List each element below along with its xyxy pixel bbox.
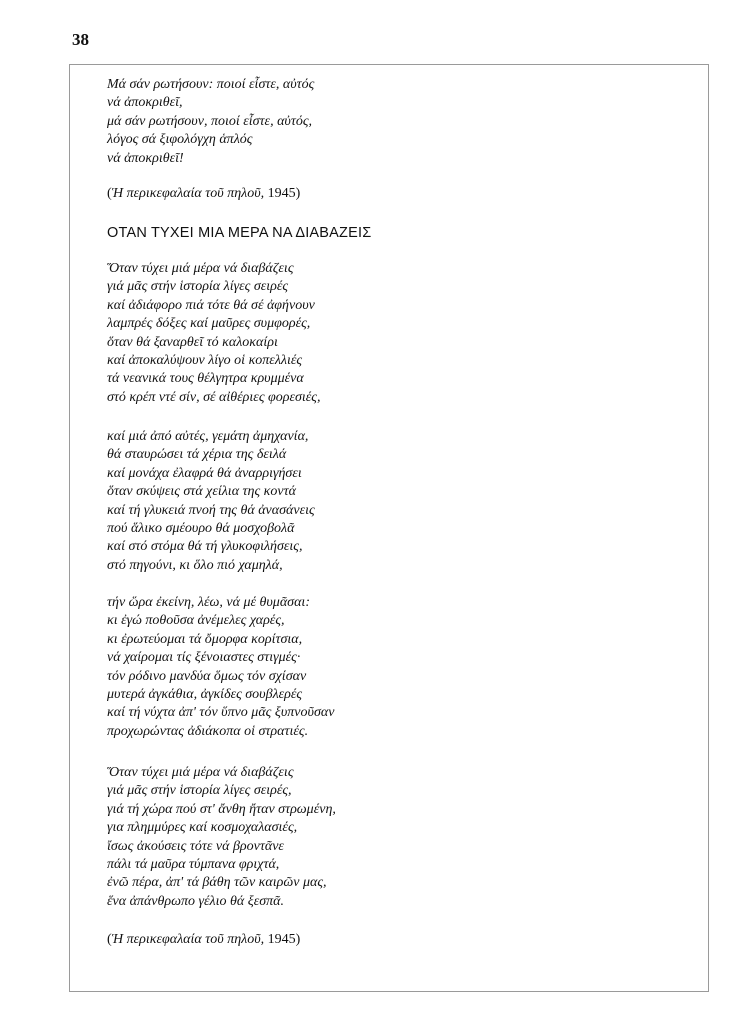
poem-line: κι ἐρωτεύομαι τά ὄμορφα κορίτσια, <box>107 631 303 647</box>
poem-line: προχωρώντας ἀδιάκοπα οἱ στρατιές. <box>107 723 309 739</box>
poem-line: ἴσως ἀκούσεις τότε νά βροντᾶνε <box>107 838 284 854</box>
poem-line: Ὅταν τύχει μιά μέρα νά διαβάζεις <box>107 261 294 276</box>
source-work: Ἡ περικεφαλαία τοῦ πηλοῦ, <box>111 932 265 947</box>
poem-line: Ὅταν τύχει μιά μέρα νά διαβάζεις <box>107 765 294 780</box>
previous-poem-source <box>107 186 300 202</box>
poem-source <box>107 932 300 948</box>
poem-line: στό κρέπ ντέ σίν, σέ αἰθέριες φορεσιές, <box>107 389 321 405</box>
poem-title: ΟΤΑΝ ΤΥΧΕΙ ΜΙΑ ΜΕΡΑ ΝΑ ΔΙΑΒΑΖΕΙΣ <box>107 225 372 241</box>
poem-line: λαμπρές δόξες καί μαῦρες συμφορές, <box>107 316 311 332</box>
poem-line: ἕνα ἀπάνθρωπο γέλιο θά ξεσπᾶ. <box>107 893 284 909</box>
previous-poem <box>107 76 687 168</box>
stanza <box>107 594 687 741</box>
poem-line: καί ἀδιάφορο πιά τότε θά σέ ἀφήνουν <box>107 297 315 313</box>
poem-line: τά νεανικά τους θέλγητρα κρυμμένα <box>107 371 304 387</box>
source-year: 1945) <box>267 186 301 201</box>
source-open-paren: ( <box>107 186 112 201</box>
poem-line: καί μονάχα ἐλαφρά θά ἀναρριγήσει <box>107 465 302 481</box>
poem-line: ὅταν σκύψεις στά χείλια της κοντά <box>107 484 296 500</box>
poem-line: καί στό στόμα θά τή γλυκοφιλήσεις, <box>107 539 303 555</box>
poem-line: μά σάν ρωτήσουν, ποιοί εἶστε, αὐτός, <box>107 113 313 129</box>
stanza <box>107 260 687 407</box>
poem-line: γιά τή χώρα πού στ' ἄνθη ἤταν στρωμένη, <box>107 801 336 817</box>
poem-line: ἐνῶ πέρα, ἀπ' τά βάθη τῶν καιρῶν μας, <box>107 875 327 891</box>
poem-line: νά ἀποκριθεῖ! <box>107 150 184 166</box>
poem-line: πού ἅλικο σμέουρο θά μοσχοβολᾶ <box>107 520 295 536</box>
poem-line: καί ἀποκαλύψουν λίγο οἱ κοπελλιές <box>107 352 303 368</box>
source-year: 1945) <box>267 932 301 947</box>
page-number: 38 <box>72 30 89 49</box>
poem-line: κι ἐγώ ποθοῦσα ἀνέμελες χαρές, <box>107 613 285 629</box>
poem-line: γιά μᾶς στήν ἱστορία λίγες σειρές <box>107 279 289 295</box>
poem-line: για πλημμύρες καί κοσμοχαλασιές, <box>107 820 298 836</box>
poem-line: τήν ὥρα ἐκείνη, λέω, νά μέ θυμᾶσαι: <box>107 595 310 610</box>
poem-line: νά χαίρομαι τίς ξένοιαστες στιγμές· <box>107 650 301 666</box>
poem-line: νά ἀποκριθεῖ, <box>107 95 183 111</box>
poem-line: μυτερά ἀγκάθια, ἀγκίδες σουβλερές <box>107 686 303 702</box>
poem-line: θά σταυρώσει τά χέρια της δειλά <box>107 447 287 463</box>
poem-line: γιά μᾶς στήν ἱστορία λίγες σειρές, <box>107 783 292 799</box>
poem-line: στό πηγούνι, κι ὅλο πιό χαμηλά, <box>107 557 283 573</box>
source-open-paren: ( <box>107 932 112 947</box>
poem-line: πάλι τά μαῦρα τύμπανα φριχτά, <box>107 856 280 872</box>
poem-line: τόν ρόδινο μανδύα ὅμως τόν σχίσαν <box>107 668 307 684</box>
poem-line: καί τή νύχτα ἀπ' τόν ὕπνο μᾶς ξυπνοῦσαν <box>107 705 335 721</box>
source-work: Ἡ περικεφαλαία τοῦ πηλοῦ, <box>111 186 265 201</box>
poem-line: καί μιά ἀπό αὐτές, γεμάτη ἀμηχανία, <box>107 429 309 444</box>
poem-line: καί τή γλυκειά πνοή της θά ἀνασάνεις <box>107 502 315 518</box>
poem-line: ὅταν θά ξαναρθεῖ τό καλοκαίρι <box>107 334 278 350</box>
stanza <box>107 428 687 575</box>
stanza <box>107 764 687 911</box>
poem-line: λόγος σά ξιφολόγχη ἁπλός <box>107 132 253 148</box>
poem-line: Μά σάν ρωτήσουν: ποιοί εἶστε, αὐτός <box>107 77 315 92</box>
